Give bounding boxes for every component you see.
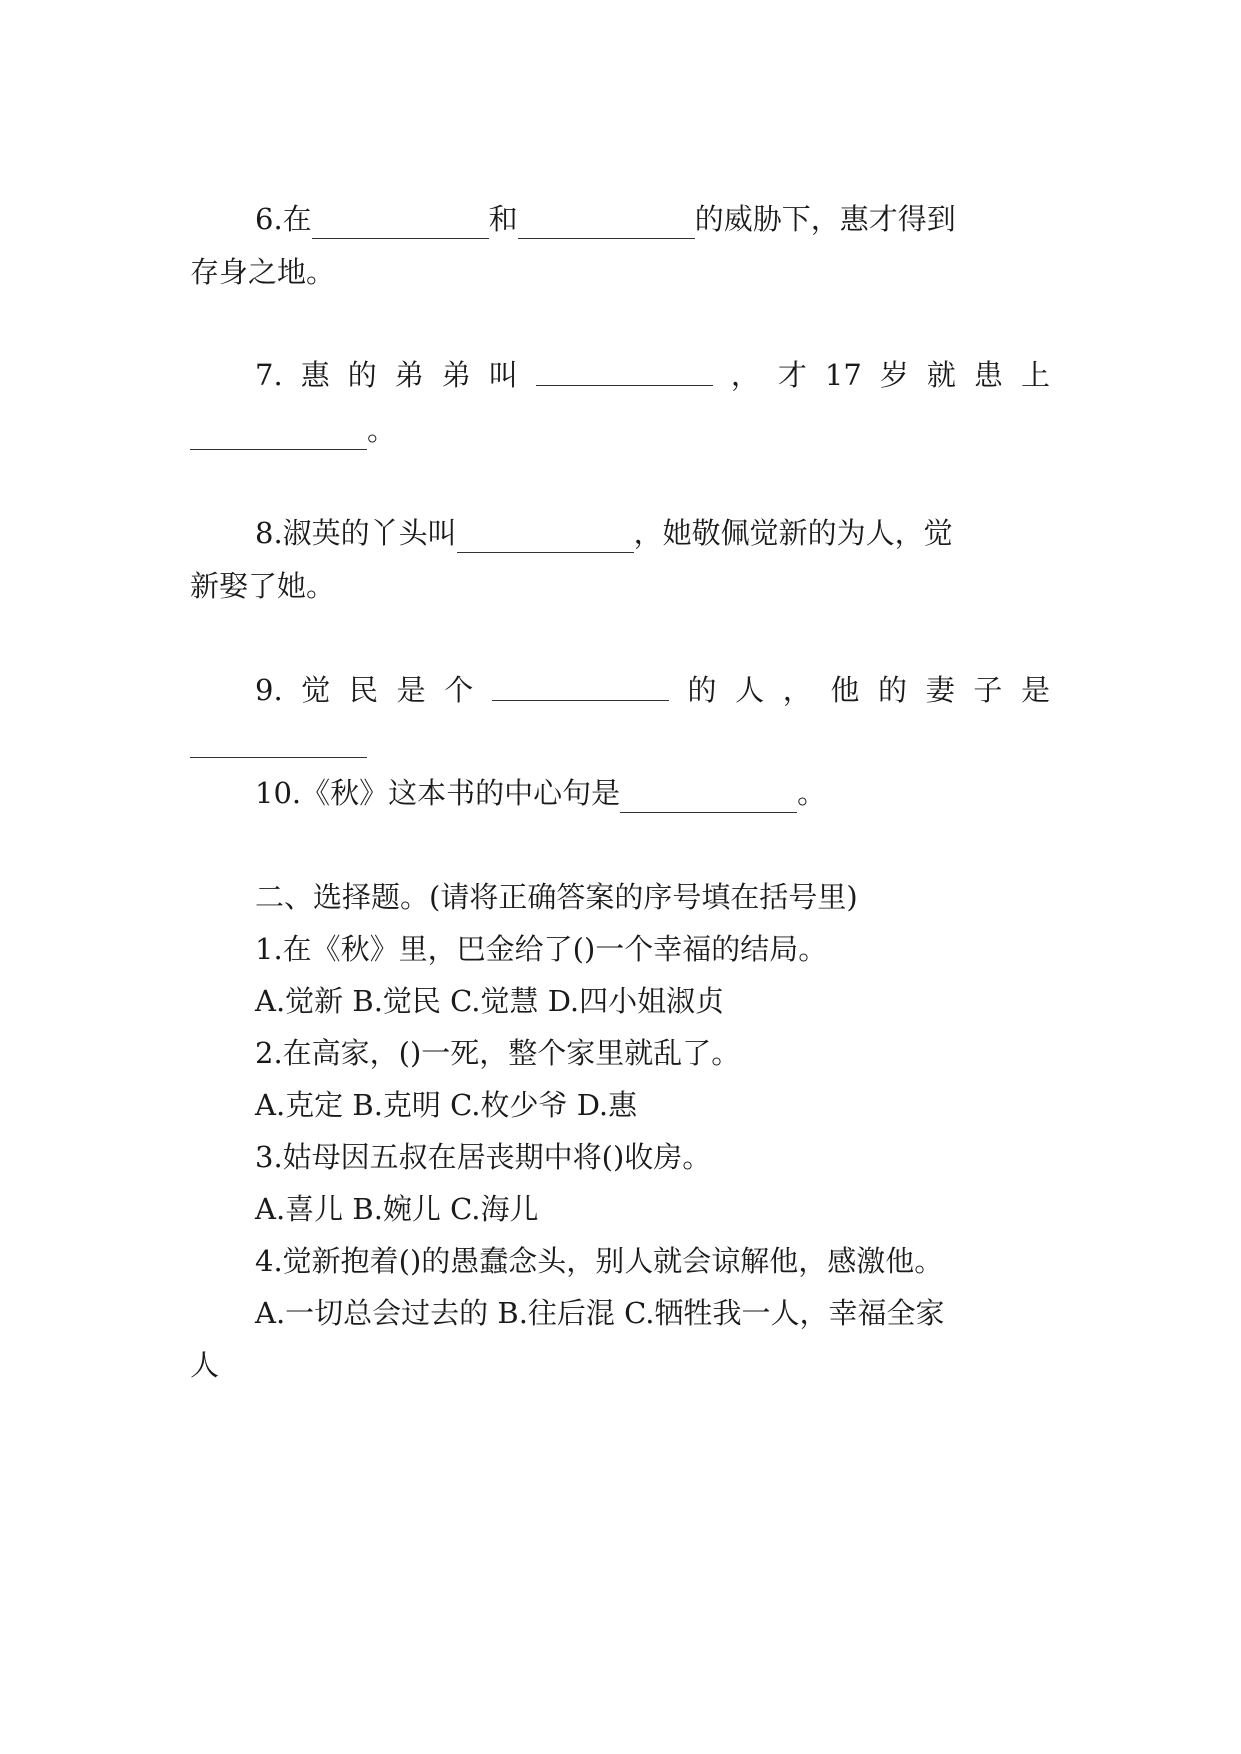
question-8-line-2: 新娶了她。 bbox=[190, 569, 336, 603]
q9-char: 9. bbox=[255, 673, 283, 707]
q9-char: ， bbox=[782, 673, 812, 707]
q7-end: 。 bbox=[367, 413, 397, 447]
answer-blank[interactable] bbox=[492, 670, 669, 701]
answer-blank[interactable] bbox=[620, 782, 797, 813]
q10-text-a: 10.《秋》这本书的中心句是 bbox=[255, 776, 621, 810]
q9-char: 的 bbox=[878, 673, 908, 707]
q7-char: 弟 bbox=[441, 358, 471, 392]
q7-char: 岁 bbox=[879, 358, 909, 392]
q9-char: 子 bbox=[973, 673, 1003, 707]
question-7-line-1 bbox=[255, 355, 1050, 395]
choice-options-4-wrap: 人 bbox=[190, 1348, 220, 1382]
q7-char: 弟 bbox=[394, 358, 424, 392]
answer-blank[interactable] bbox=[518, 208, 695, 239]
question-8-line-1 bbox=[255, 513, 1050, 553]
q9-char: 民 bbox=[348, 673, 378, 707]
q7-char: 叫 bbox=[488, 358, 518, 392]
answer-blank[interactable] bbox=[312, 208, 489, 239]
choice-options-4: A.一切总会过去的 B.往后混 C.牺牲我一人，幸福全家 bbox=[255, 1296, 945, 1330]
q10-text-b: 。 bbox=[797, 776, 827, 810]
choice-options-3: A.喜儿 B.婉儿 C.海儿 bbox=[255, 1192, 539, 1226]
choice-question-1: 1.在《秋》里，巴金给了()一个幸福的结局。 bbox=[255, 932, 828, 966]
q9-char: 是 bbox=[396, 673, 426, 707]
question-10-line bbox=[255, 773, 1050, 813]
q9-char: 的 bbox=[687, 673, 717, 707]
answer-blank[interactable] bbox=[457, 522, 634, 553]
q6-text-c: 的威胁下，惠才得到 bbox=[694, 202, 956, 236]
q7-char: ， bbox=[730, 358, 760, 392]
q7-char: 上 bbox=[1020, 358, 1050, 392]
answer-blank[interactable] bbox=[190, 727, 367, 758]
q6-text-b: 和 bbox=[488, 202, 518, 236]
question-9-line-2 bbox=[190, 718, 1050, 758]
q8-text-a: 8.淑英的丫头叫 bbox=[255, 516, 457, 550]
answer-blank[interactable] bbox=[190, 419, 367, 450]
question-7-line-2 bbox=[190, 410, 1050, 450]
q7-char: 17 bbox=[824, 358, 862, 392]
choice-question-2: 2.在高家，()一死，整个家里就乱了。 bbox=[255, 1036, 741, 1070]
question-9-line-1 bbox=[255, 670, 1050, 710]
q7-char: 才 bbox=[777, 358, 807, 392]
q7-char: 患 bbox=[973, 358, 1003, 392]
q8-text-b: ，她敬佩觉新的为人，觉 bbox=[633, 516, 953, 550]
q9-char: 他 bbox=[830, 673, 860, 707]
q9-char: 觉 bbox=[301, 673, 331, 707]
answer-blank[interactable] bbox=[536, 355, 713, 386]
q9-char: 人 bbox=[735, 673, 765, 707]
q7-char: 就 bbox=[926, 358, 956, 392]
choice-options-2: A.克定 B.克明 C.枚少爷 D.惠 bbox=[255, 1088, 638, 1122]
question-6-line-2: 存身之地。 bbox=[190, 255, 336, 289]
q9-char: 是 bbox=[1020, 673, 1050, 707]
question-6-line-1 bbox=[255, 199, 1050, 239]
section-heading: 二、选择题。(请将正确答案的序号填在括号里) bbox=[255, 880, 858, 914]
choice-question-4: 4.觉新抱着()的愚蠢念头，别人就会谅解他，感激他。 bbox=[255, 1244, 944, 1278]
choice-options-1: A.觉新 B.觉民 C.觉慧 D.四小姐淑贞 bbox=[255, 984, 725, 1018]
choice-question-3: 3.姑母因五叔在居丧期中将()收房。 bbox=[255, 1140, 712, 1174]
q7-char: 7. bbox=[255, 358, 283, 392]
q7-char: 的 bbox=[347, 358, 377, 392]
q9-char: 个 bbox=[444, 673, 474, 707]
q7-char: 惠 bbox=[300, 358, 330, 392]
q9-char: 妻 bbox=[925, 673, 955, 707]
q6-text-a: 6.在 bbox=[255, 202, 312, 236]
